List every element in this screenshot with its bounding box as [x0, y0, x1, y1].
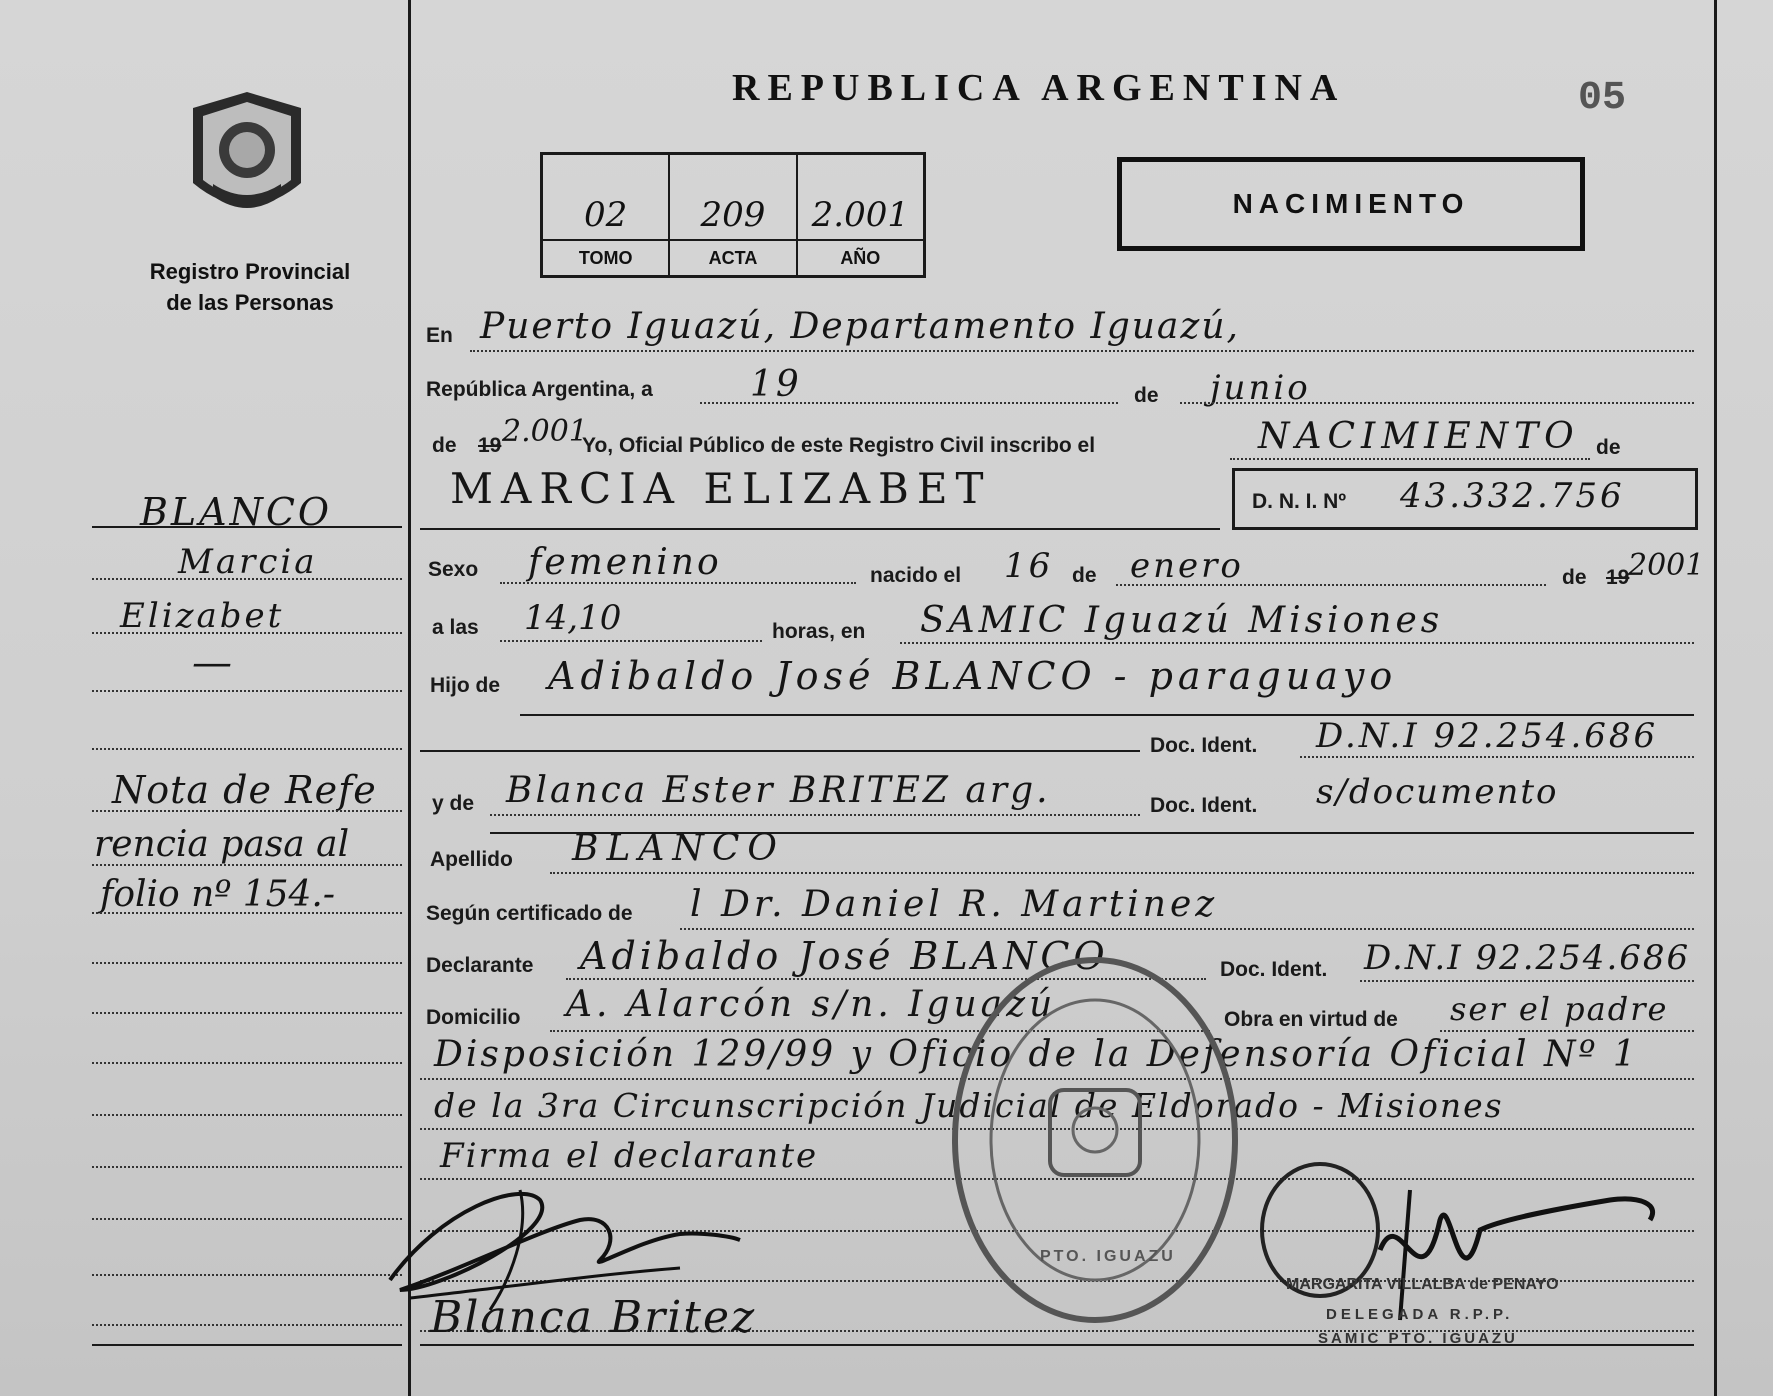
provincial-seal-icon [183, 88, 311, 228]
obs-line2: de la 3ra Circunscripción Judicial de Eldorado - Misiones [434, 1086, 1504, 1125]
domicilio-label: Domicilio [426, 1006, 521, 1029]
obra-line [1440, 1030, 1694, 1032]
anio-value: 2.001 [811, 195, 909, 235]
registry-line2: de las Personas [166, 290, 334, 315]
sidebar-line [92, 962, 402, 964]
republica-label: República Argentina, a [426, 378, 653, 401]
sidebar-rule [92, 1344, 402, 1346]
segun-label: Según certificado de [426, 902, 633, 925]
full-name-value: MARCIA ELIZABET [450, 464, 992, 513]
sexo-label: Sexo [428, 558, 479, 581]
sidebar-line [92, 864, 402, 866]
sidebar-line [92, 1114, 402, 1116]
declarante-doc-label: Doc. Ident. [1220, 958, 1328, 981]
dni-label: D. N. I. Nº [1252, 490, 1347, 513]
time-line [500, 640, 762, 642]
month-line [1180, 402, 1694, 404]
sidebar-line [92, 748, 402, 750]
sidebar-note-line3: folio nº 154.- [100, 874, 336, 915]
sidebar-line [92, 578, 402, 580]
sidebar-line [92, 912, 402, 914]
anio-label: AÑO [798, 239, 923, 275]
folio-number: 05 [1578, 76, 1627, 121]
inscribe-de-label: de [1596, 436, 1621, 459]
inscribe-line [1230, 458, 1590, 460]
record-type-box: NACIMIENTO [1117, 157, 1585, 251]
sidebar-line [92, 810, 402, 812]
apellido-label: Apellido [430, 848, 513, 871]
stamp-center-text: PTO. IGUAZU [1040, 1248, 1176, 1265]
apellido-line [550, 872, 1694, 874]
acta-label: ACTA [670, 239, 795, 275]
sidebar-line [92, 1166, 402, 1168]
obra-value: ser el padre [1450, 990, 1669, 1028]
month-de-label: de [1134, 384, 1159, 407]
father-doc-label: Doc. Ident. [1150, 734, 1258, 757]
father-doc-line [1300, 756, 1694, 758]
sidebar-note-line1: Nota de Refe [112, 768, 377, 812]
sidebar-line [92, 632, 402, 634]
obs-line1: Disposición 129/99 y Oficio de la Defensoría Oficial Nº 1 [434, 1034, 1639, 1075]
birth-de-label: de [1072, 564, 1097, 587]
oficial-text: Yo, Oficial Público de este Registro Civil inscribo el [582, 434, 1096, 457]
sidebar-dash: — [192, 640, 235, 686]
domicilio-value: A. Alarcón s/n. Iguazú [566, 984, 1057, 1025]
year-de-label: de [432, 434, 457, 457]
birth-place-value: SAMIC Iguazú Misiones [920, 600, 1444, 641]
page-title: REPUBLICA ARGENTINA [732, 67, 1346, 109]
day-line [700, 402, 1118, 404]
place-line [900, 642, 1694, 644]
dni-value: 43.332.756 [1400, 476, 1625, 516]
father-line-2 [420, 750, 1140, 752]
tomo-value: 02 [584, 195, 628, 235]
segun-value: l Dr. Daniel R. Martinez [690, 884, 1219, 925]
mother-value: Blanca Ester BRITEZ arg. [506, 770, 1051, 811]
en-line [470, 350, 1694, 352]
segun-line [680, 928, 1694, 930]
declarante-doc-value: D.N.I 92.254.686 [1364, 938, 1691, 978]
birth-month-line [1116, 584, 1546, 586]
record-id-box [540, 152, 926, 278]
registry-stamp-icon [945, 950, 1245, 1330]
anio-cell [798, 155, 923, 275]
declarante-doc-line [1360, 980, 1694, 982]
en-label: En [426, 324, 453, 347]
month-value: junio [1210, 368, 1311, 408]
birth-year-printed: 19 [1606, 566, 1630, 589]
yde-label: y de [432, 792, 475, 815]
mother-signature: Blanca Britez [430, 1292, 757, 1343]
declarante-value: Adibaldo José BLANCO [580, 934, 1109, 978]
right-page-edge [1714, 0, 1717, 1396]
sidebar-line [92, 1218, 402, 1220]
declarante-label: Declarante [426, 954, 534, 977]
nacido-label: nacido el [870, 564, 962, 587]
sidebar-surname: BLANCO [140, 490, 333, 534]
mother-doc-value: s/documento [1316, 772, 1559, 812]
mother-line [490, 814, 1140, 816]
father-value: Adibaldo José BLANCO - paraguayo [548, 654, 1398, 698]
hijo-label: Hijo de [430, 674, 501, 697]
registry-name [110, 256, 390, 318]
obra-label: Obra en virtud de [1224, 1008, 1398, 1031]
birth-year-de-label: de [1562, 566, 1587, 589]
sidebar-line [92, 1324, 402, 1326]
sidebar-rule [92, 526, 402, 528]
father-doc-value: D.N.I 92.254.686 [1316, 716, 1659, 756]
official-place: SAMIC PTO. IGUAZU [1318, 1330, 1518, 1347]
sidebar-line [92, 1012, 402, 1014]
sexo-value: femenino [528, 542, 722, 583]
official-name: MARGARITA VILLALBA de PENAYO [1286, 1276, 1559, 1293]
year-written: 2.001 [502, 414, 588, 449]
year-printed: 19 [478, 434, 502, 457]
sidebar-line [92, 1062, 402, 1064]
acta-value: 209 [700, 195, 766, 235]
birth-month-value: enero [1130, 546, 1244, 586]
mother-doc-label: Doc. Ident. [1150, 794, 1258, 817]
en-value: Puerto Iguazú, Departamento Iguazú, [480, 306, 1240, 347]
obs-line3: Firma el declarante [440, 1136, 819, 1176]
birth-year-written: 2001 [1628, 548, 1705, 583]
horas-label: horas, en [772, 620, 866, 643]
sexo-line [500, 582, 856, 584]
official-signature-icon [1250, 1160, 1710, 1330]
inscribe-value: NACIMIENTO [1258, 416, 1580, 457]
full-name-line [420, 528, 1220, 530]
registry-line1: Registro Provincial [149, 259, 351, 284]
sidebar-name2: Elizabet [120, 596, 285, 636]
sidebar-line [92, 1274, 402, 1276]
birth-time-value: 14,10 [524, 598, 622, 638]
tomo-label: TOMO [543, 239, 668, 275]
sidebar-name1: Marcia [178, 542, 318, 582]
official-role: DELEGADA R.P.P. [1326, 1306, 1514, 1323]
birth-day-value: 16 [1004, 546, 1054, 586]
tomo-cell [543, 155, 670, 275]
apellido-value: BLANCO [572, 828, 785, 869]
acta-cell [670, 155, 797, 275]
alas-label: a las [432, 616, 479, 639]
sidebar-note-line2: rencia pasa al [94, 824, 350, 865]
day-value: 19 [750, 364, 802, 405]
sidebar-line [92, 690, 402, 692]
